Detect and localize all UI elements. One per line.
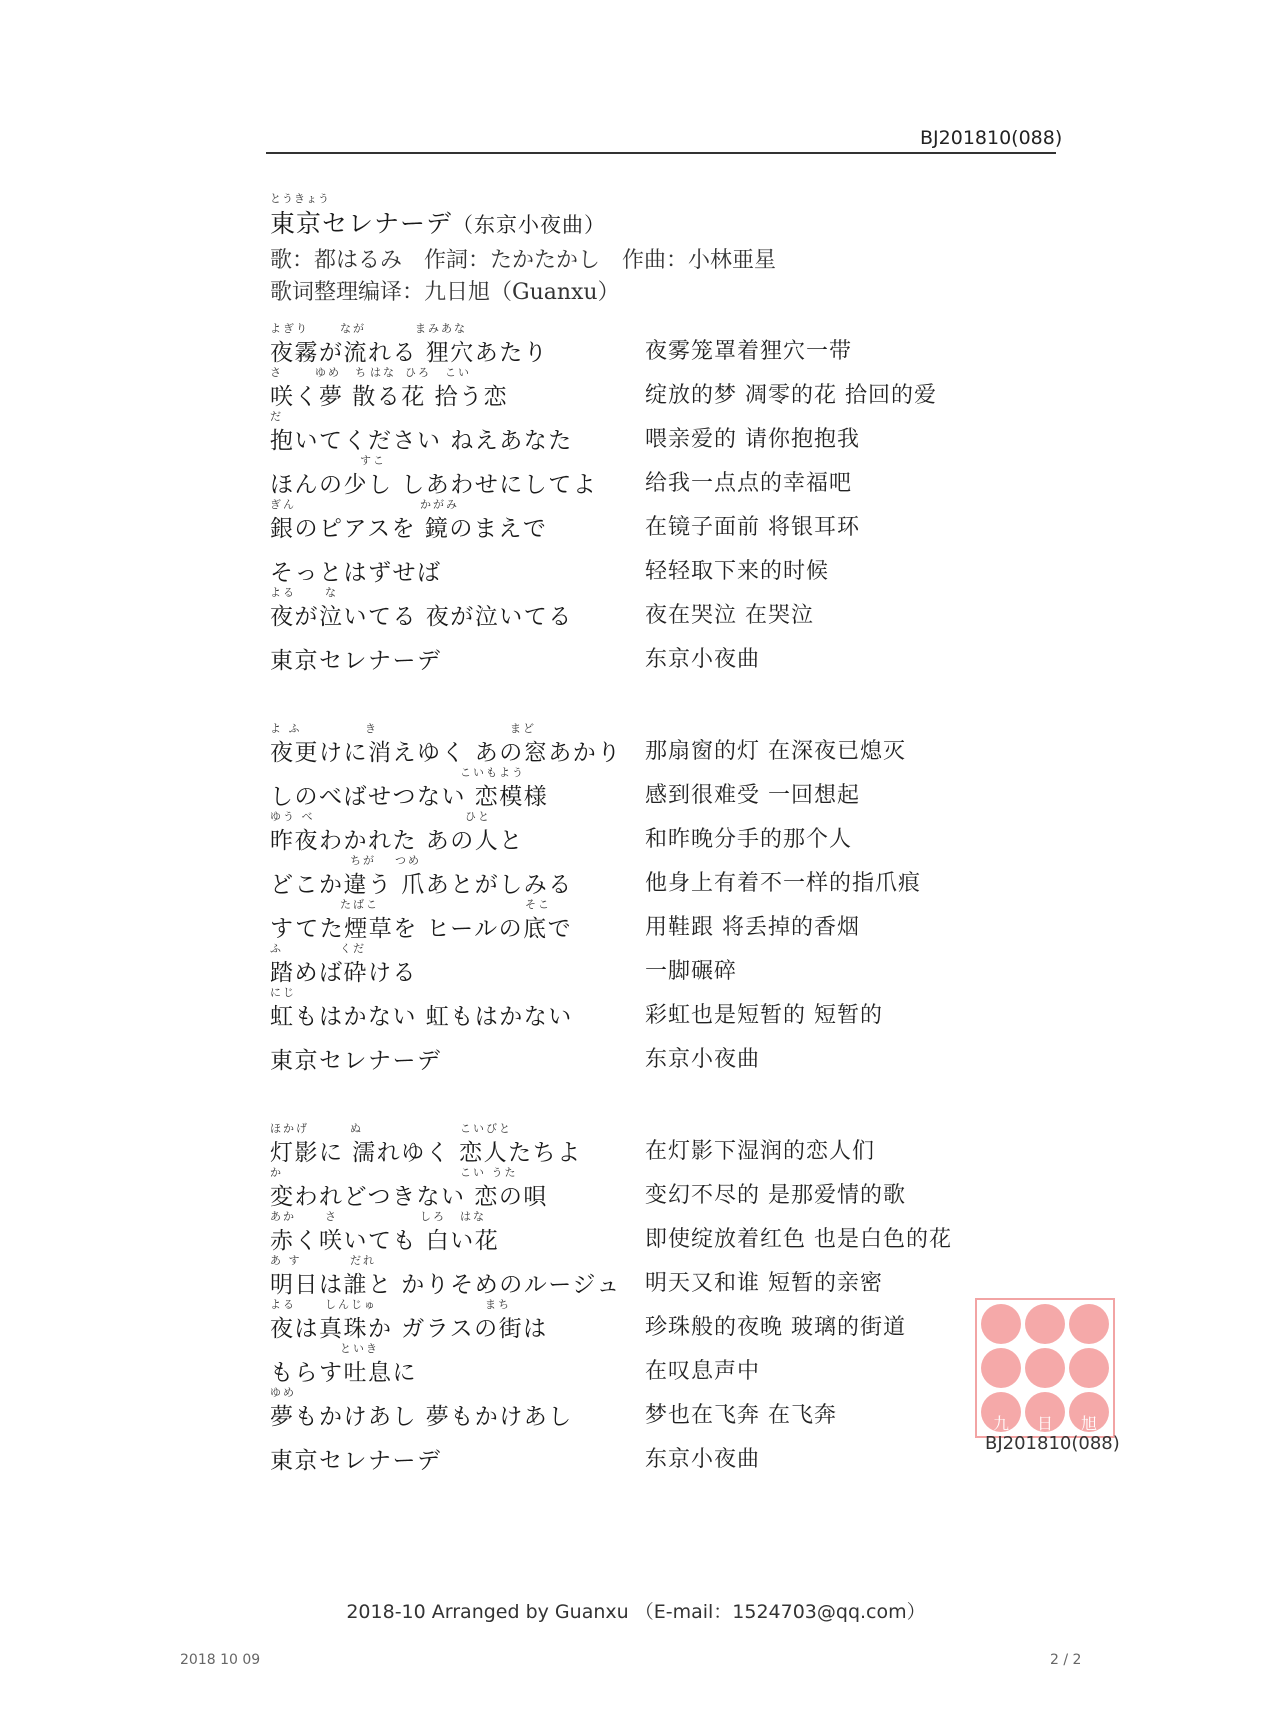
verse [270, 318, 1010, 674]
furigana: ゆう べ [270, 810, 315, 823]
furigana: さ [325, 1210, 338, 1223]
arranger-line: 歌词整理编译：九日旭（Guanxu） [270, 280, 620, 305]
furigana: はな [370, 366, 396, 379]
lyric-japanese: 夜が泣いてる 夜が泣いてる [270, 604, 573, 630]
lyric-chinese: 夜雾笼罩着狸穴一带 [645, 339, 853, 364]
verse [270, 1118, 1010, 1474]
lyric-japanese: 東京セレナーデ [270, 648, 442, 674]
song-title-block [270, 190, 606, 240]
page-number: 2 / 2 [1050, 1652, 1082, 1668]
seal-dot [1069, 1348, 1109, 1388]
furigana: あか [270, 1210, 296, 1223]
lyric-chinese: 他身上有着不一样的指爪痕 [645, 871, 922, 896]
lyric-japanese: 昨夜わかれた あの人と [270, 828, 524, 854]
lyric-japanese: 夜は真珠か ガラスの街は [270, 1316, 548, 1342]
seal-dot [1025, 1348, 1065, 1388]
lyric-chinese: 喂亲爱的 请你抱抱我 [645, 427, 860, 452]
lyric-line [270, 718, 1010, 766]
lyric-line [270, 1118, 1010, 1166]
lyric-japanese: すてた煙草を ヒールの底で [270, 916, 573, 942]
furigana: き [365, 722, 378, 735]
lyric-japanese: 銀のピアスを 鏡のまえで [270, 516, 548, 542]
seal-code: BJ201810(088) [985, 1433, 1120, 1454]
furigana: ち [355, 366, 368, 379]
furigana: ほかげ [270, 1122, 309, 1135]
furigana: よ ふ [270, 722, 302, 735]
furigana: はな [460, 1210, 486, 1223]
lyric-chinese: 梦也在飞奔 在飞奔 [645, 1403, 837, 1428]
lyric-line [270, 982, 1010, 1030]
seal-dot [981, 1304, 1021, 1344]
lyric-chinese: 东京小夜曲 [645, 647, 761, 672]
seal-dot [1069, 1392, 1109, 1432]
seal-char: 旭 [1080, 1414, 1097, 1433]
title-furigana: とうきょう [270, 192, 330, 205]
song-title-jp: 東京セレナーデ [270, 209, 453, 238]
lyric-line [270, 1382, 1010, 1430]
furigana: こい うた [460, 1166, 518, 1179]
furigana: あ す [270, 1254, 302, 1267]
furigana: な [325, 586, 338, 599]
lyric-chinese: 变幻不尽的 是那爱情的歌 [645, 1183, 906, 1208]
furigana: こい [445, 366, 471, 379]
lyric-japanese: 変われどつきない 恋の唄 [270, 1184, 548, 1210]
furigana: すこ [360, 454, 386, 467]
furigana: ひと [465, 810, 491, 823]
lyric-japanese: 東京セレナーデ [270, 1448, 442, 1474]
lyric-line [270, 450, 1010, 498]
furigana: ひろ [405, 366, 431, 379]
lyric-line [270, 762, 1010, 810]
song-title-cn: （东京小夜曲） [452, 213, 607, 237]
furigana: まど [510, 722, 536, 735]
verse [270, 718, 1010, 1074]
lyric-line [270, 538, 1010, 586]
seal-dot [1025, 1304, 1065, 1344]
furigana: だ [270, 410, 283, 423]
lyric-chinese: 东京小夜曲 [645, 1447, 761, 1472]
furigana: だれ [350, 1254, 376, 1267]
lyric-chinese: 在叹息声中 [645, 1359, 761, 1384]
furigana: ぎん [270, 498, 296, 511]
lyric-line [270, 1426, 1010, 1474]
furigana: よる [270, 1298, 296, 1311]
lyric-chinese: 给我一点点的幸福吧 [645, 471, 853, 496]
lyric-chinese: 绽放的梦 凋零的花 拾回的爱 [645, 383, 937, 408]
furigana: よる [270, 586, 296, 599]
lyric-japanese: 赤く咲いても 白い花 [270, 1228, 500, 1254]
lyric-japanese: しのべばせつない 恋模様 [270, 784, 549, 810]
seal-char: 九 [992, 1414, 1009, 1433]
furigana: といき [340, 1342, 379, 1355]
lyric-line [270, 1026, 1010, 1074]
furigana: まち [485, 1298, 511, 1311]
seal-dot [1069, 1304, 1109, 1344]
lyric-line [270, 626, 1010, 674]
lyric-chinese: 在灯影下湿润的恋人们 [645, 1139, 876, 1164]
furigana: よぎり [270, 322, 309, 335]
seal-stamp [975, 1298, 1115, 1438]
lyric-line [270, 1294, 1010, 1342]
lyric-chinese: 在镜子面前 将银耳环 [645, 515, 860, 540]
furigana: ぬ [350, 1122, 363, 1135]
lyric-chinese: 即使绽放着红色 也是白色的花 [645, 1227, 952, 1252]
lyric-line [270, 406, 1010, 454]
lyric-line [270, 1250, 1010, 1298]
lyric-line [270, 938, 1010, 986]
header-rule [266, 152, 1056, 154]
lyric-line [270, 362, 1010, 410]
seal-char: 日 [1036, 1414, 1053, 1433]
seal-dot [981, 1348, 1021, 1388]
furigana: ふ [270, 942, 283, 955]
furigana: こいびと [460, 1122, 512, 1135]
lyric-japanese: どこか違う 爪あとがしみる [270, 872, 573, 898]
document-code: BJ201810(088) [920, 127, 1063, 149]
lyric-japanese: 夢もかけあし 夢もかけあし [270, 1404, 573, 1430]
furigana: そこ [525, 898, 551, 911]
lyric-chinese: 感到很难受 一回想起 [645, 783, 860, 808]
lyric-chinese: 那扇窗的灯 在深夜已熄灭 [645, 739, 906, 764]
print-date: 2018 10 09 [180, 1652, 261, 1668]
lyric-chinese: 珍珠般的夜晚 玻璃的街道 [645, 1315, 906, 1340]
lyric-japanese: そっとはずせば [270, 560, 442, 586]
credits-line: 歌：都はるみ 作詞：たかたかし 作曲：小林亜星 [270, 248, 777, 273]
furigana: つめ [395, 854, 421, 867]
lyric-chinese: 用鞋跟 将丢掉的香烟 [645, 915, 860, 940]
lyric-line [270, 494, 1010, 542]
lyric-chinese: 夜在哭泣 在哭泣 [645, 603, 814, 628]
lyric-line [270, 1162, 1010, 1210]
lyric-chinese: 一脚碾碎 [645, 959, 738, 984]
furigana: にじ [270, 986, 296, 999]
lyric-line [270, 894, 1010, 942]
furigana: こいもよう [460, 766, 525, 779]
seal-dot [1025, 1392, 1065, 1432]
furigana: なが [340, 322, 366, 335]
furigana: しんじゅ [325, 1298, 377, 1311]
lyric-chinese: 东京小夜曲 [645, 1047, 761, 1072]
lyric-line [270, 850, 1010, 898]
lyric-line [270, 1338, 1010, 1386]
lyric-japanese: ほんの少し しあわせにしてよ [270, 472, 598, 498]
lyric-chinese: 和昨晚分手的那个人 [645, 827, 853, 852]
lyric-chinese: 轻轻取下来的时候 [645, 559, 830, 584]
furigana: くだ [340, 942, 366, 955]
lyric-japanese: 抱いてください ねえあなた [270, 428, 573, 454]
song-title [270, 204, 606, 240]
footer-credit: 2018-10 Arranged by Guanxu （E-mail：1524703@qq.com） [346, 1601, 926, 1623]
furigana: まみあな [415, 322, 467, 335]
lyric-japanese: 夜更けに消えゆく あの窓あかり [270, 740, 622, 766]
lyric-line [270, 318, 1010, 366]
lyric-japanese: 灯影に 濡れゆく 恋人たちよ [270, 1140, 582, 1166]
furigana: しろ [420, 1210, 446, 1223]
furigana: さ [270, 366, 283, 379]
furigana: ちが [350, 854, 376, 867]
lyric-japanese: もらす吐息に [270, 1360, 417, 1386]
lyric-japanese: 東京セレナーデ [270, 1048, 442, 1074]
lyric-japanese: 明日は誰と かりそめのルージュ [270, 1272, 621, 1298]
furigana: か [270, 1166, 283, 1179]
lyric-japanese: 夜霧が流れる 狸穴あたり [270, 340, 549, 366]
lyric-line [270, 806, 1010, 854]
lyric-line [270, 582, 1010, 630]
seal-dot [981, 1392, 1021, 1432]
lyric-chinese: 明天又和谁 短暂的亲密 [645, 1271, 883, 1296]
furigana: ゆめ [270, 1386, 296, 1399]
lyric-japanese: 虹もはかない 虹もはかない [270, 1004, 573, 1030]
furigana: ゆめ [315, 366, 341, 379]
lyric-japanese: 咲く夢 散る花 拾う恋 [270, 384, 509, 410]
lyric-japanese: 踏めば砕ける [270, 960, 417, 986]
furigana: かがみ [420, 498, 459, 511]
furigana: たばこ [340, 898, 379, 911]
lyric-chinese: 彩虹也是短暂的 短暂的 [645, 1003, 883, 1028]
lyric-line [270, 1206, 1010, 1254]
